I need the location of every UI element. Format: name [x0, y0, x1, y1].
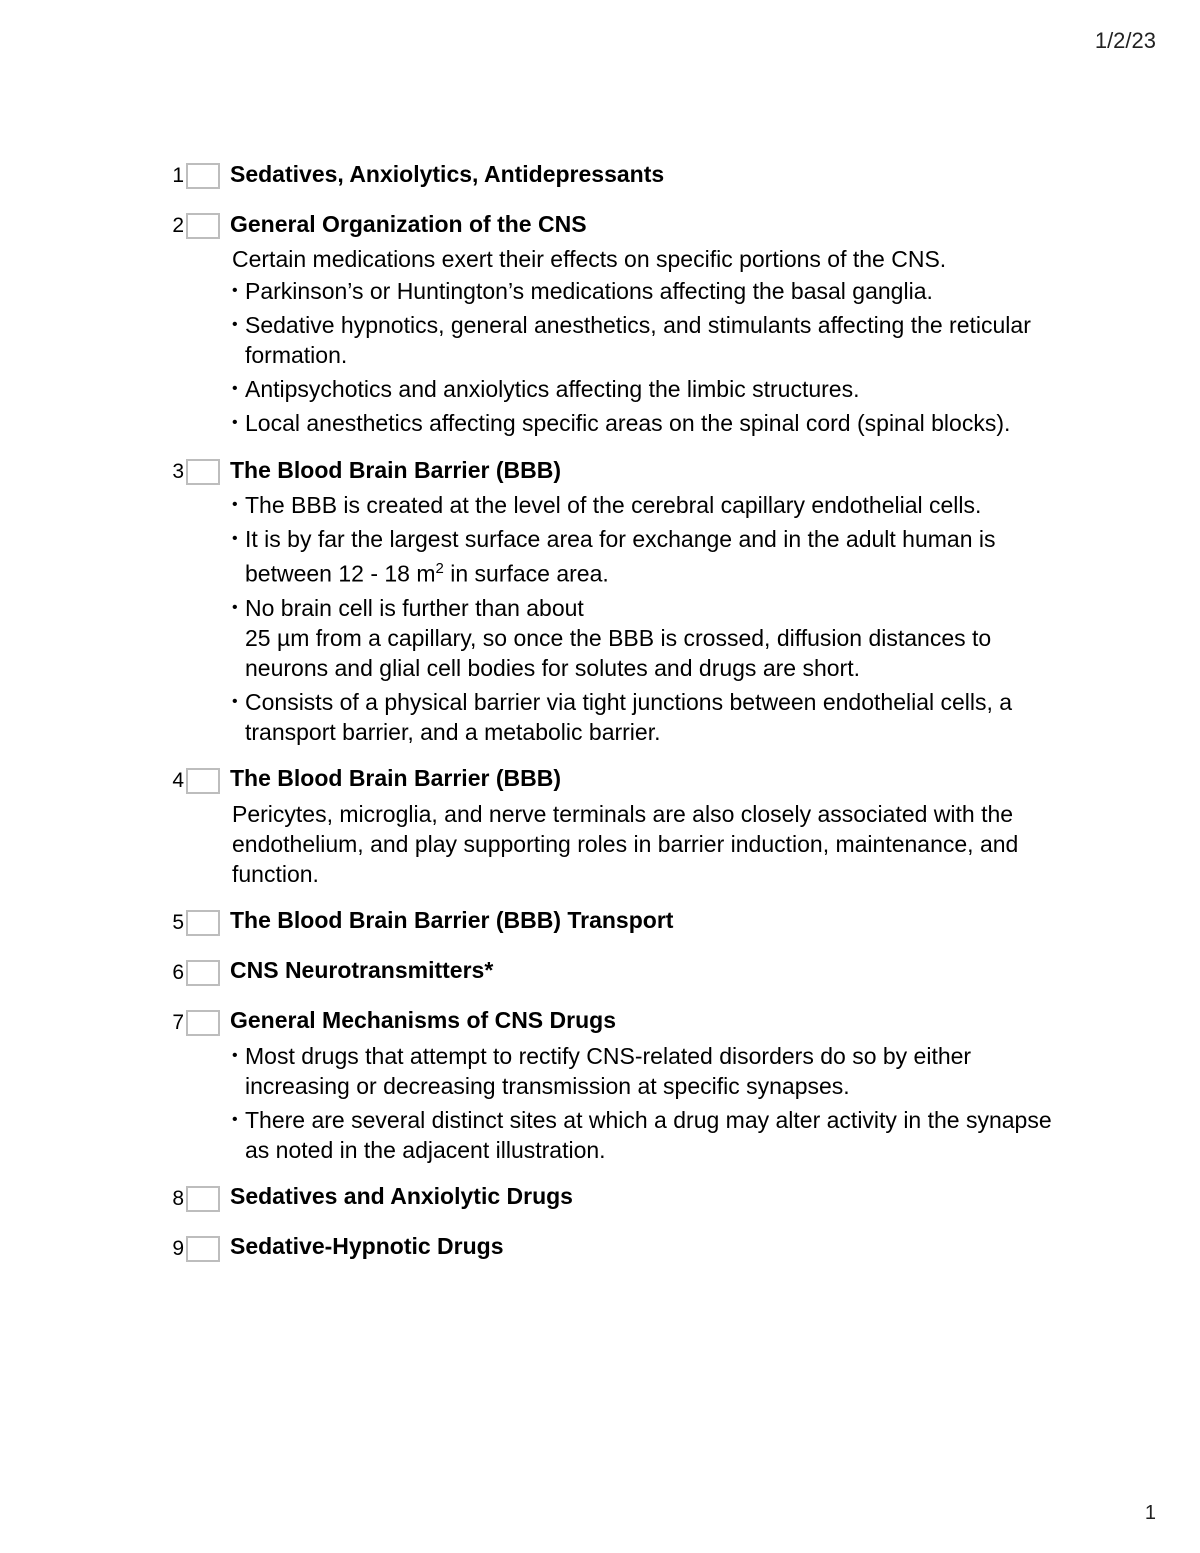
bullet-item: • Sedative hypnotics, general anesthetics, and stimulants affecting the reticular formation. — [232, 310, 1064, 370]
slide-thumbnail-placeholder — [186, 910, 220, 936]
slide-outline — [164, 156, 1064, 1279]
slide-entry-8 — [164, 1179, 1064, 1215]
slide-title: The Blood Brain Barrier (BBB) — [230, 765, 561, 792]
bullet-item: • Antipsychotics and anxiolytics affecting the limbic structures. — [232, 374, 1064, 404]
slide-entry-9 — [164, 1229, 1064, 1265]
slide-title: CNS Neurotransmitters* — [230, 957, 494, 984]
slide-title: Sedative-Hypnotic Drugs — [230, 1233, 504, 1260]
slide-thumbnail-placeholder — [186, 459, 220, 485]
bullet-text: No brain cell is further than about — [245, 594, 584, 621]
slide-number: 5 — [172, 910, 184, 934]
slide-number: 2 — [172, 214, 184, 237]
slide-entry-7 — [164, 1003, 1064, 1165]
page-number: 1 — [1144, 1502, 1156, 1524]
slide-title: General Organization of the CNS — [230, 210, 587, 237]
slide-thumbnail-placeholder — [186, 768, 220, 794]
slide-thumbnail-placeholder — [186, 960, 220, 986]
bullet-item: • The BBB is created at the level of the cerebral capillary endothelial cells. — [232, 490, 1064, 520]
slide-thumbnail-placeholder — [186, 163, 220, 189]
slide-title: The Blood Brain Barrier (BBB) — [230, 456, 561, 483]
slide-title: Sedatives and Anxiolytic Drugs — [230, 1183, 573, 1210]
slide-entry-1 — [164, 156, 1064, 192]
slide-number: 4 — [172, 768, 184, 792]
slide-title: The Blood Brain Barrier (BBB) Transport — [230, 907, 674, 934]
bullet-item — [232, 524, 1064, 589]
bullet-item: • Most drugs that attempt to rectify CNS-related disorders do so by either increasing or decreasing transmission at specific synapses. — [232, 1041, 1064, 1101]
bullet-continuation: 25 µm from a capillary, so once the BBB is crossed, diffusion distances to neurons and glial cell bodies for solutes and drugs are short. — [245, 624, 992, 681]
slide-title: Sedatives, Anxiolytics, Antidepressants — [230, 160, 665, 187]
bullet-item: • Consists of a physical barrier via tight junctions between endothelial cells, a transport barrier, and a metabolic barrier. — [232, 687, 1064, 747]
bullet-text-tail: in surface area. — [443, 560, 609, 587]
slide-entry-6 — [164, 953, 1064, 989]
slide-number: 6 — [172, 960, 184, 984]
slide-number: 8 — [172, 1186, 184, 1210]
slide-paragraph: Certain medications exert their effects on specific portions of the CNS. — [232, 246, 947, 272]
slide-thumbnail-placeholder — [186, 1236, 220, 1262]
slide-entry-2 — [164, 206, 1064, 438]
bullet-item: • There are several distinct sites at which a drug may alter activity in the synapse as noted in the adjacent illustration. — [232, 1105, 1064, 1165]
slide-number: 3 — [172, 460, 184, 483]
bullet-item — [232, 593, 1064, 683]
slide-entry-4 — [164, 761, 1064, 889]
bullet-item: • Parkinson’s or Huntington’s medications affecting the basal ganglia. — [232, 276, 1064, 306]
slide-number: 1 — [172, 164, 184, 187]
slide-entry-5 — [164, 903, 1064, 939]
slide-thumbnail-placeholder — [186, 1186, 220, 1212]
slide-thumbnail-placeholder — [186, 1010, 220, 1036]
slide-entry-3 — [164, 452, 1064, 747]
slide-thumbnail-placeholder — [186, 213, 220, 239]
bullet-item: • Local anesthetics affecting specific areas on the spinal cord (spinal blocks). — [232, 408, 1064, 438]
slide-number: 7 — [172, 1010, 184, 1034]
superscript: 2 — [435, 560, 444, 577]
slide-paragraph: Pericytes, microglia, and nerve terminals are also closely associated with the endothelium, and play supporting roles in barrier induction, maintenance, and function. — [232, 800, 1019, 887]
bullet-text: It is by far the largest surface area for exchange and in the adult human is between 12 - 18 m — [245, 526, 996, 587]
print-date: 1/2/23 — [1094, 28, 1156, 53]
slide-title: General Mechanisms of CNS Drugs — [230, 1007, 616, 1034]
slide-number: 9 — [172, 1236, 184, 1260]
